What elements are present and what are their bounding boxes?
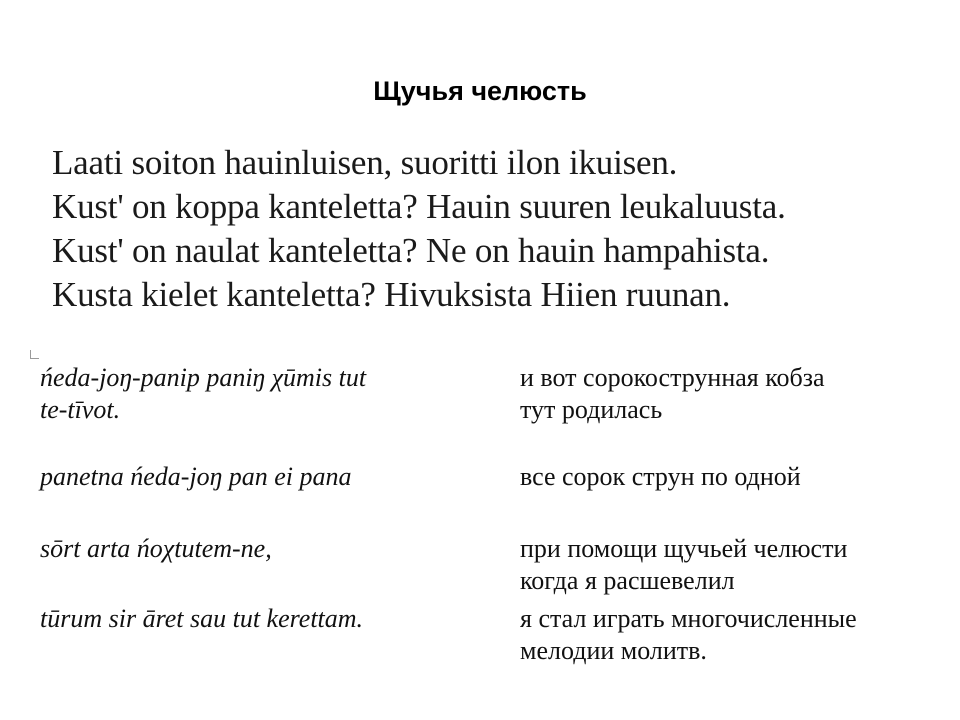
russian-line: все сорок струн по одной bbox=[520, 462, 801, 491]
finnish-line: Kust' on koppa kanteletta? Hauin suuren leukaluusta. bbox=[52, 187, 786, 226]
russian-line: когда я расшевелил bbox=[520, 566, 735, 595]
russian-line: я стал играть многочисленные bbox=[520, 604, 857, 633]
mansi-verse bbox=[40, 362, 500, 426]
mansi-line: ńeda-joŋ-panip paniŋ χūmis tut bbox=[40, 363, 367, 392]
russian-line: тут родилась bbox=[520, 395, 663, 424]
mansi-line: tūrum sir āret sau tut kerettam. bbox=[40, 604, 364, 633]
russian-translation bbox=[520, 362, 940, 426]
russian-line: мелодии молитв. bbox=[520, 636, 707, 665]
mansi-line: panetna ńeda-joŋ pan ei pana bbox=[40, 462, 352, 491]
mansi-line: sōrt arta ńoχtutem-ne, bbox=[40, 534, 272, 563]
finnish-line: Kust' on naulat kanteletta? Ne on hauin hampahista. bbox=[52, 231, 770, 270]
slide-title: Щучья челюсть bbox=[373, 76, 587, 106]
corner-mark-icon bbox=[30, 350, 39, 359]
mansi-line: te-tīvot. bbox=[40, 395, 121, 424]
finnish-line: Laati soiton hauinluisen, suoritti ilon ikuisen. bbox=[52, 143, 678, 182]
russian-translation bbox=[520, 603, 940, 667]
finnish-line: Kusta kielet kanteletta? Hivuksista Hiien ruunan. bbox=[52, 275, 731, 314]
finnish-verse bbox=[52, 141, 932, 317]
mansi-verse bbox=[40, 533, 500, 565]
russian-line: и вот сорокострунная кобза bbox=[520, 363, 825, 392]
russian-translation bbox=[520, 461, 940, 493]
russian-line: при помощи щучьей челюсти bbox=[520, 534, 848, 563]
mansi-verse bbox=[40, 461, 500, 493]
mansi-verse bbox=[40, 603, 500, 635]
russian-translation bbox=[520, 533, 940, 597]
